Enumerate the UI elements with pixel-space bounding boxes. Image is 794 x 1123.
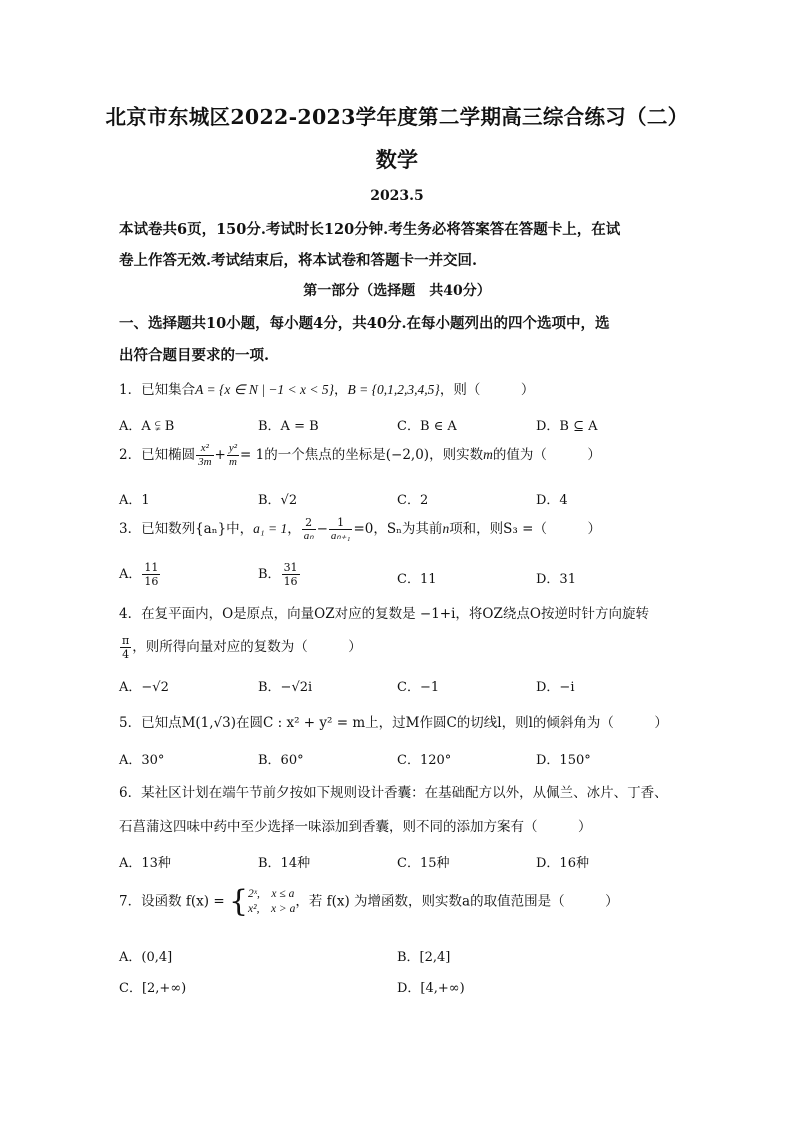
- exam-title: 北京市东城区2022-2023学年度第二学期高三综合练习（二）: [105, 105, 689, 129]
- fraction: $\frac{2}{\text{aₙ}}$: [303, 516, 314, 542]
- q6-option-c: C．15种: [397, 856, 450, 871]
- question-4-stem-line-1: 4．在复平面内，O是原点，向量OZ对应的复数是 −1+i，将OZ绕点O按逆时针方向旋转: [119, 606, 649, 622]
- q5-option-d: D．150°: [536, 753, 591, 768]
- q4-option-c: C．−1: [397, 680, 440, 695]
- fraction: $\frac{\pi}{4}$: [122, 634, 130, 661]
- exam-date: 2023.5: [370, 188, 424, 204]
- q3-option-b: B． $\frac{31}{16}$: [258, 561, 298, 588]
- q6-option-b: B．14种: [258, 856, 311, 871]
- q2-option-d: D．4: [536, 493, 568, 508]
- intro-line-1: 本试卷共6页，150分.考试时长120分钟.考生务必将答案答在答题卡上，在试: [119, 221, 621, 238]
- q1-option-a: A．A ⫋ B: [119, 419, 175, 434]
- q4-option-d: D．−i: [536, 680, 575, 695]
- part-instruction-1: 一、选择题共10小题，每小题4分，共40分.在每小题列出的四个选项中，选: [119, 315, 610, 332]
- q4-option-b: B．−√2i: [258, 680, 313, 695]
- part-instruction-2: 出符合题目要求的一项.: [119, 347, 270, 364]
- q6-option-d: D．16种: [536, 856, 589, 871]
- part-heading: 第一部分（选择题 共40分）: [303, 283, 491, 299]
- q7-option-d: D．[4,+∞): [397, 981, 465, 996]
- question-3-stem: 3．已知数列{aₙ}中，a₁ = 1， $\frac{2}{\text{aₙ}}$ − $\frac{1}{\text{aₙ₊₁}}$ =0，Sₙ为其前n项和，则S₃ =（ ）: [119, 516, 601, 542]
- set-a-expression: A = {x ∈ N | −1 < x < 5}: [195, 382, 335, 397]
- question-2-stem: 2．已知椭圆 $\frac{\text{x²}}{3m}$ + $\frac{\text{y²}}{m}$ = 1的一个焦点的坐标是(−2,0)，则实数m的值为（ ）: [119, 442, 601, 468]
- q3-option-c: C．11: [397, 572, 437, 587]
- q1-option-d: D．B ⊆ A: [536, 419, 598, 434]
- q4-option-a: A．−√2: [119, 680, 169, 695]
- q7-option-c: C．[2,+∞): [119, 981, 187, 996]
- piecewise-cases: 2ˣ, x ≤ a x², x > a: [248, 888, 296, 915]
- subject-title: 数学: [375, 147, 419, 172]
- fraction: $\frac{1}{\text{aₙ₊₁}}$: [330, 516, 351, 542]
- intro-line-2: 卷上作答无效.考试结束后，将本试卷和答题卡一并交回.: [119, 252, 478, 269]
- q5-option-a: A．30°: [119, 753, 165, 768]
- question-6-stem-line-2: 石菖蒲这四味中药中至少选择一味添加到香囊，则不同的添加方案有（ ）: [119, 819, 592, 835]
- question-6-stem-line-1: 6．某社区计划在端午节前夕按如下规则设计香囊：在基础配方以外，从佩兰、冰片、丁香、: [119, 785, 668, 801]
- question-7-stem: 7．设函数 f(x) = { 2ˣ, x ≤ a x², x > a ，若 f(x) 为增函数，则实数a的取值范围是（ ）: [119, 884, 619, 919]
- q3-option-a: A． $\frac{11}{16}$: [119, 561, 159, 588]
- question-5-stem: 5．已知点M(1,√3)在圆C : x² + y² = m上，过M作圆C的切线l，则l的倾斜角为（ ）: [119, 715, 668, 731]
- piecewise-brace: {: [228, 884, 249, 919]
- q5-option-c: C．120°: [397, 753, 452, 768]
- q2-option-c: C．2: [397, 493, 429, 508]
- question-1-stem: 1．已知集合A = {x ∈ N | −1 < x < 5}，B = {0,1,2,3,4,5}，则（ ）: [119, 382, 535, 398]
- q3-option-d: D．31: [536, 572, 576, 587]
- q7-option-b: B．[2,4]: [397, 950, 451, 965]
- question-4-stem-line-2: $\frac{\pi}{4}$ ，则所得向量对应的复数为（ ）: [122, 634, 362, 661]
- q1-option-b: B．A = B: [258, 419, 319, 434]
- q6-option-a: A．13种: [119, 856, 171, 871]
- q2-option-a: A．1: [119, 493, 150, 508]
- q1-option-c: C．B ∈ A: [397, 419, 457, 434]
- set-b-expression: B = {0,1,2,3,4,5}: [347, 382, 440, 397]
- q7-option-a: A．(0,4]: [119, 950, 173, 965]
- q5-option-b: B．60°: [258, 753, 304, 768]
- q2-option-b: B．√2: [258, 493, 298, 508]
- fraction: $\frac{\text{y²}}{m}$: [228, 442, 238, 468]
- fraction: $\frac{\text{x²}}{3m}$: [198, 442, 212, 468]
